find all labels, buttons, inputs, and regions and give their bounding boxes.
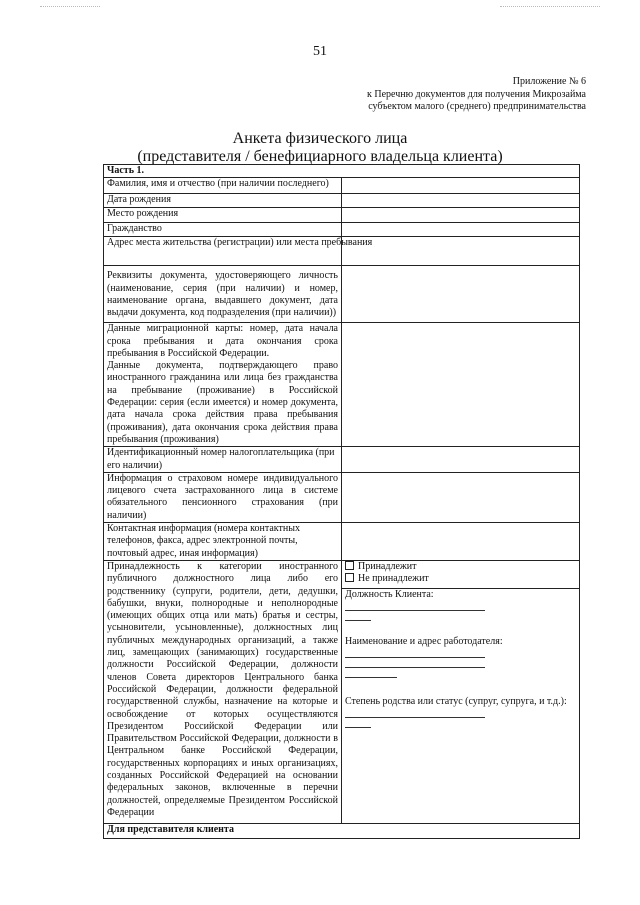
label-birth-place: Место рождения (104, 208, 342, 223)
relation-blank-1[interactable] (345, 717, 485, 718)
label-address: Адрес места жительства (регистрации) или места пребывания (104, 237, 342, 266)
row-citizenship (104, 223, 580, 237)
label-citizenship: Гражданство (104, 223, 342, 237)
option-not-belongs[interactable] (345, 573, 576, 585)
value-citizenship[interactable] (342, 223, 580, 237)
label-inn: Идентификационный номер налогоплательщика (при его наличии) (104, 447, 342, 473)
form-title (0, 130, 640, 166)
relation-blank-2[interactable] (345, 727, 371, 728)
row-fio (104, 178, 580, 194)
row-snils (104, 472, 580, 522)
appendix-reference (286, 76, 586, 114)
label-contacts: Контактная информация (номера контактных телефонов, факса, адрес электронной почты, почтовый адрес, иная информация) (104, 523, 342, 561)
appendix-line-1: Приложение № 6 (512, 76, 586, 87)
row-pep (104, 560, 580, 823)
option-belongs-label: Принадлежит (358, 560, 417, 572)
employer-blank-1[interactable] (345, 657, 485, 658)
label-fio: Фамилия, имя и отчество (при наличии последнего) (104, 178, 342, 194)
appendix-line-2: к Перечню документов для получения Микрозайма (366, 88, 586, 100)
value-fio[interactable] (342, 178, 580, 194)
value-birth-place[interactable] (342, 208, 580, 223)
row-migration (104, 323, 580, 447)
employer-label: Наименование и адрес работодателя: (345, 635, 503, 647)
scan-noise-left (40, 6, 100, 8)
label-migration-card: Данные миграционной карты: номер, дата начала срока пребывания и дата окончания срока пребывания в Российской Федерации. (107, 323, 338, 359)
label-id-document (104, 266, 342, 323)
appendix-line-3: субъектом малого (среднего) предпринимательства (368, 101, 586, 112)
part-1-header-row (104, 165, 580, 178)
value-id-document[interactable] (342, 266, 580, 323)
value-birth-date[interactable] (342, 194, 580, 208)
value-address[interactable] (342, 237, 580, 266)
label-pep: Принадлежность к категории иностранного публичного должностного лица либо его родственнику (супруги, родители, дети, дедушки, бабушки, внуки, полнородные и неполнородные (имеющих общих отца или мать) братья и сестры, усыновители, усыновленные), должностных лиц публичных международных организаций, а также лиц, замещающих (занимающих) государственные должности Российской Федерации, должности членов Совета директоров Центрального банка Российской Федерации, должности федеральной государственной службы, назначение на которые и освобождение от которых осуществляются Президентом Российской Федерации или Правительством Российской Федерации, должности в Центральном банке Российской Федерации, государственных корпорациях и иных организациях, созданных Российской Федерацией на основании федеральных законов, включенные в перечни должностей, определяемые Президентом Российской Федерации (104, 560, 342, 823)
value-migration[interactable] (342, 323, 580, 447)
position-blank-1[interactable] (345, 610, 485, 611)
page-number: 51 (313, 44, 327, 59)
option-not-belongs-label: Не принадлежит (358, 573, 429, 585)
questionnaire-table (103, 164, 580, 839)
employer-blank-2[interactable] (345, 667, 485, 668)
not-belongs-checkbox[interactable] (345, 573, 354, 582)
label-migration (104, 323, 342, 447)
option-belongs[interactable] (345, 561, 576, 573)
value-contacts[interactable] (342, 523, 580, 561)
row-address (104, 237, 580, 266)
label-id-document-text: Реквизиты документа, удостоверяющего личность (наименование, серия (при наличии) и номер, наименование органа, выдавшего документ, дата выдачи документа, код подразделения (при наличии)) (107, 270, 338, 319)
label-snils: Информация о страховом номере индивидуального лицевого счета застрахованного лица в системе обязательного пенсионного страхования (при наличии) (104, 472, 342, 522)
representative-header-row (104, 823, 580, 838)
row-id-document (104, 266, 580, 323)
position-label: Должность Клиента: (345, 588, 434, 600)
row-contacts (104, 523, 580, 561)
label-birth-date: Дата рождения (104, 194, 342, 208)
row-inn (104, 447, 580, 473)
value-snils[interactable] (342, 472, 580, 522)
row-birth-date (104, 194, 580, 208)
scan-noise-right (500, 6, 600, 8)
belongs-checkbox[interactable] (345, 561, 354, 570)
pep-options (342, 560, 580, 823)
representative-header: Для представителя клиента (104, 823, 580, 838)
form-title-line-1: Анкета физического лица (232, 130, 408, 147)
row-birth-place (104, 208, 580, 223)
value-inn[interactable] (342, 447, 580, 473)
label-stay-document: Данные документа, подтверждающего право иностранного гражданина или лица без гражданства на пребывание (проживание) в Российской Федерации: серия (если имеется) и номер документа, дата начала срока действия права пребывания (проживания), дата окончания срока действия права пребывания (проживания) (107, 360, 338, 445)
form-title-line-2: (представителя / бенефициарного владельца клиента) (137, 148, 503, 165)
part-1-header: Часть 1. (104, 165, 580, 178)
relation-label: Степень родства или статус (супруг, супруга, и т.д.): (345, 696, 567, 708)
